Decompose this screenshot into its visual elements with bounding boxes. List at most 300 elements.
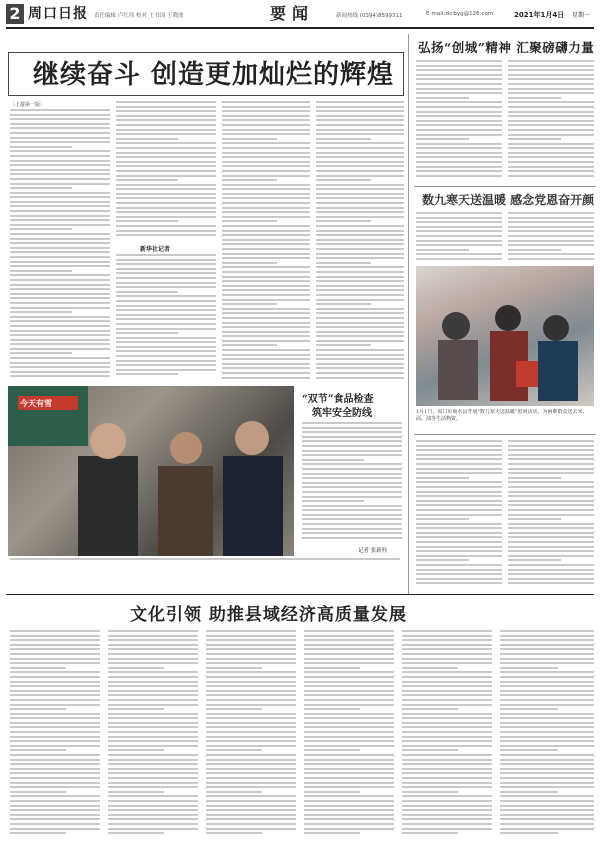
text-line	[10, 772, 100, 774]
text-line	[206, 639, 296, 641]
text-line	[10, 247, 110, 249]
text-line	[416, 147, 502, 149]
text-line	[206, 777, 296, 779]
text-line	[304, 658, 394, 660]
text-line	[206, 722, 296, 724]
text-line	[10, 371, 110, 373]
text-line	[402, 745, 492, 747]
text-line	[508, 514, 594, 516]
section-title: 要闻	[270, 4, 315, 23]
text-line	[10, 311, 72, 313]
right-story-col-1	[416, 60, 502, 182]
shop-shelf	[8, 386, 88, 446]
text-line	[508, 481, 594, 483]
text-line	[206, 726, 296, 728]
text-line	[222, 262, 277, 264]
text-line	[316, 156, 404, 158]
text-line	[304, 731, 394, 733]
text-line	[108, 658, 198, 660]
bottom-headline: 文化引领 助推县域经济高质量发展	[130, 605, 407, 625]
text-line	[116, 170, 216, 172]
text-line	[508, 78, 594, 80]
text-line	[416, 124, 502, 126]
text-line	[316, 161, 404, 163]
text-line	[302, 427, 402, 429]
text-line	[508, 458, 594, 460]
text-line	[500, 653, 594, 655]
text-line	[500, 681, 594, 683]
warmth-story-col-2	[508, 212, 594, 264]
text-line	[302, 537, 402, 539]
text-line	[108, 717, 198, 719]
text-line	[316, 165, 404, 167]
text-line	[402, 818, 492, 820]
text-line	[222, 133, 310, 135]
text-line	[508, 235, 594, 237]
text-line	[10, 192, 110, 194]
text-line	[10, 288, 110, 290]
text-line	[116, 282, 216, 284]
text-line	[222, 322, 310, 324]
text-line	[116, 259, 216, 261]
text-line	[416, 449, 502, 451]
text-line	[10, 228, 72, 230]
food-safety-title-1: “双节”食品检查	[302, 394, 374, 405]
text-line	[416, 88, 502, 90]
text-line	[206, 630, 296, 632]
text-line	[304, 749, 360, 751]
text-line	[508, 504, 594, 506]
text-line	[302, 422, 402, 424]
text-line	[10, 127, 110, 129]
text-line	[10, 178, 110, 180]
text-line	[222, 239, 310, 241]
text-line	[500, 717, 594, 719]
text-line	[10, 805, 100, 807]
text-line	[416, 74, 502, 76]
text-line	[316, 184, 404, 186]
text-line	[416, 458, 502, 460]
text-line	[222, 349, 310, 351]
text-line	[222, 230, 310, 232]
text-line	[316, 179, 371, 181]
vertical-divider	[408, 34, 409, 594]
text-line	[206, 717, 296, 719]
text-line	[304, 823, 394, 825]
text-line	[500, 731, 594, 733]
text-line	[10, 169, 110, 171]
text-line	[222, 211, 310, 213]
text-line	[222, 234, 310, 236]
text-line	[416, 440, 502, 442]
text-line	[108, 648, 198, 650]
text-line	[10, 325, 110, 327]
text-line	[416, 523, 502, 525]
person-c-head	[235, 421, 269, 455]
text-line	[416, 230, 502, 232]
text-line	[222, 363, 310, 365]
text-line	[508, 74, 594, 76]
text-line	[416, 244, 502, 246]
text-line	[108, 671, 198, 673]
text-line	[10, 224, 110, 226]
text-line	[416, 166, 502, 168]
text-line	[10, 818, 100, 820]
text-line	[10, 791, 66, 793]
text-line	[304, 639, 394, 641]
under-photo-text	[10, 558, 400, 566]
right-divider-2	[414, 434, 596, 435]
food-safety-text	[302, 422, 402, 544]
text-line	[508, 124, 594, 126]
text-line	[508, 449, 594, 451]
text-line	[222, 202, 310, 204]
text-line	[108, 667, 164, 669]
text-line	[10, 196, 110, 198]
subhead-middle-right: 数九寒天送温暖 感念党恩奋开颜	[422, 193, 595, 207]
text-line	[10, 740, 100, 742]
text-line	[116, 129, 216, 131]
text-line	[206, 736, 296, 738]
text-line	[10, 676, 100, 678]
text-line	[500, 671, 594, 673]
text-line	[302, 523, 402, 525]
text-line	[416, 527, 502, 529]
text-line	[222, 354, 310, 356]
text-line	[500, 708, 558, 710]
text-line	[316, 220, 371, 222]
text-line	[402, 662, 492, 664]
text-line	[116, 179, 178, 181]
text-line	[402, 630, 492, 632]
text-line	[304, 768, 394, 770]
text-line	[402, 676, 492, 678]
text-line	[206, 681, 296, 683]
text-line	[206, 671, 296, 673]
text-line	[206, 786, 296, 788]
text-line	[316, 193, 404, 195]
text-line	[508, 143, 594, 145]
text-line	[500, 814, 594, 816]
text-line	[116, 225, 216, 227]
text-line	[416, 156, 502, 158]
text-line	[500, 736, 594, 738]
text-line	[10, 242, 110, 244]
text-line	[304, 786, 394, 788]
masthead	[6, 4, 594, 26]
text-line	[500, 699, 594, 701]
text-line	[10, 155, 110, 157]
text-line	[222, 220, 277, 222]
text-line	[10, 731, 100, 733]
text-line	[108, 777, 198, 779]
text-line	[116, 175, 216, 177]
text-line	[108, 726, 198, 728]
text-line	[316, 322, 404, 324]
text-line	[10, 375, 110, 377]
text-line	[206, 805, 296, 807]
text-line	[222, 317, 310, 319]
text-line	[508, 217, 594, 219]
main-story-col-2	[116, 101, 216, 241]
text-line	[416, 509, 502, 511]
text-line	[206, 699, 296, 701]
text-line	[116, 300, 216, 302]
text-line	[108, 681, 198, 683]
text-line	[10, 114, 110, 116]
text-line	[500, 658, 594, 660]
text-line	[500, 644, 594, 646]
main-story-col-2b	[116, 254, 216, 382]
text-line	[116, 263, 216, 265]
text-line	[108, 759, 198, 761]
text-line	[508, 495, 594, 497]
text-line	[508, 491, 594, 493]
text-line	[222, 308, 310, 310]
text-line	[316, 147, 404, 149]
text-line	[500, 722, 594, 724]
text-line	[402, 736, 492, 738]
text-line	[316, 234, 404, 236]
text-line	[500, 763, 594, 765]
text-line	[508, 500, 594, 502]
text-line	[10, 795, 100, 797]
text-line	[302, 482, 402, 484]
text-line	[302, 518, 402, 520]
text-line	[402, 713, 492, 715]
text-line	[500, 809, 594, 811]
text-line	[116, 332, 178, 334]
text-line	[304, 772, 394, 774]
text-line	[316, 225, 404, 227]
text-line	[10, 823, 100, 825]
text-line	[116, 323, 216, 325]
text-line	[500, 745, 594, 747]
text-line	[416, 491, 502, 493]
text-line	[222, 179, 277, 181]
text-line	[304, 630, 394, 632]
text-line	[222, 367, 310, 369]
text-line	[304, 667, 360, 669]
main-story-col-1	[10, 109, 110, 382]
text-line	[206, 676, 296, 678]
text-line	[10, 644, 100, 646]
text-line	[222, 170, 310, 172]
text-line	[206, 704, 296, 706]
text-line	[302, 514, 402, 516]
text-line	[402, 763, 492, 765]
text-line	[316, 152, 404, 154]
text-line	[500, 754, 594, 756]
text-line	[402, 708, 458, 710]
text-line	[416, 134, 502, 136]
text-line	[500, 818, 594, 820]
market-photo	[8, 386, 294, 556]
text-line	[302, 445, 402, 447]
text-line	[10, 261, 110, 263]
text-line	[316, 101, 404, 103]
text-line	[508, 111, 594, 113]
text-line	[116, 328, 216, 330]
text-line	[402, 772, 492, 774]
text-line	[508, 152, 594, 154]
text-line	[508, 532, 594, 534]
text-line	[500, 823, 594, 825]
editors-line: 责任编辑 卢红伟 校对 王书国 王晓波	[94, 13, 184, 19]
text-line	[508, 555, 594, 557]
text-line	[222, 156, 310, 158]
text-line	[508, 578, 594, 580]
text-line	[10, 366, 110, 368]
text-line	[108, 722, 198, 724]
text-line	[402, 681, 492, 683]
text-line	[222, 147, 310, 149]
text-line	[500, 782, 594, 784]
text-line	[304, 708, 360, 710]
text-line	[402, 685, 492, 687]
text-line	[222, 358, 310, 360]
text-line	[10, 270, 72, 272]
text-line	[116, 286, 216, 288]
text-line	[416, 500, 502, 502]
text-line	[222, 142, 310, 144]
text-line	[402, 653, 492, 655]
text-line	[500, 635, 594, 637]
text-line	[222, 161, 310, 163]
text-line	[508, 156, 594, 158]
text-line	[10, 339, 110, 341]
text-line	[108, 630, 198, 632]
food-safety-title-2: 筑牢安全防线	[312, 408, 372, 419]
text-line	[416, 495, 502, 497]
text-line	[416, 65, 502, 67]
text-line	[222, 175, 310, 177]
text-line	[108, 644, 198, 646]
text-line	[108, 690, 198, 692]
text-line	[10, 150, 110, 152]
text-line	[316, 331, 404, 333]
text-line	[500, 749, 558, 751]
text-line	[302, 431, 402, 433]
text-line	[10, 233, 110, 235]
text-line	[108, 763, 198, 765]
text-line	[116, 188, 216, 190]
text-line	[222, 253, 310, 255]
text-line	[304, 690, 394, 692]
text-line	[116, 295, 216, 297]
text-line	[222, 152, 310, 154]
text-line	[500, 800, 594, 802]
text-line	[222, 124, 310, 126]
text-line	[10, 736, 100, 738]
text-line	[10, 109, 110, 111]
text-line	[10, 782, 100, 784]
text-line	[10, 141, 110, 143]
text-line	[108, 786, 198, 788]
text-line	[402, 726, 492, 728]
text-line	[108, 708, 164, 710]
text-line	[304, 818, 394, 820]
text-line	[402, 667, 458, 669]
text-line	[222, 216, 310, 218]
text-line	[222, 312, 310, 314]
text-line	[10, 320, 110, 322]
text-line	[416, 221, 502, 223]
text-line	[222, 110, 310, 112]
text-line	[222, 326, 310, 328]
text-line	[10, 330, 110, 332]
text-line	[10, 832, 66, 834]
text-line	[116, 220, 178, 222]
text-line	[108, 713, 198, 715]
text-line	[222, 115, 310, 117]
text-line	[500, 667, 558, 669]
text-line	[10, 828, 100, 830]
text-line	[222, 303, 277, 305]
text-line	[108, 694, 198, 696]
text-line	[508, 175, 594, 177]
text-line	[116, 156, 216, 158]
text-line	[508, 518, 561, 520]
text-line	[304, 777, 394, 779]
text-line	[10, 146, 72, 148]
text-line	[508, 226, 594, 228]
text-line	[10, 726, 100, 728]
text-line	[10, 274, 110, 276]
text-line	[508, 509, 594, 511]
text-line	[10, 352, 72, 354]
text-line	[108, 676, 198, 678]
main-byline: 〔上接第一版〕	[10, 102, 46, 108]
text-line	[316, 202, 404, 204]
right-story-col-2	[508, 60, 594, 182]
person-b-head	[170, 432, 202, 464]
text-line	[316, 188, 404, 190]
text-line	[116, 318, 216, 320]
text-line	[316, 124, 404, 126]
text-line	[108, 782, 198, 784]
text-line	[108, 731, 198, 733]
text-line	[500, 726, 594, 728]
text-line	[402, 791, 458, 793]
text-line	[500, 676, 594, 678]
text-line	[10, 210, 110, 212]
text-line	[416, 504, 502, 506]
text-line	[316, 285, 404, 287]
text-line	[416, 477, 469, 479]
text-line	[416, 217, 502, 219]
text-line	[10, 694, 100, 696]
person-b-body	[158, 466, 213, 556]
text-line	[316, 216, 404, 218]
text-line	[304, 635, 394, 637]
text-line	[402, 749, 458, 751]
text-line	[10, 717, 100, 719]
text-line	[402, 731, 492, 733]
text-line	[402, 704, 492, 706]
text-line	[304, 791, 360, 793]
text-line	[500, 648, 594, 650]
text-line	[206, 782, 296, 784]
text-line	[116, 364, 216, 366]
text-line	[222, 165, 310, 167]
text-line	[508, 170, 594, 172]
text-line	[206, 635, 296, 637]
text-line	[302, 463, 402, 465]
text-line	[116, 142, 216, 144]
text-line	[500, 805, 594, 807]
text-line	[116, 161, 216, 163]
